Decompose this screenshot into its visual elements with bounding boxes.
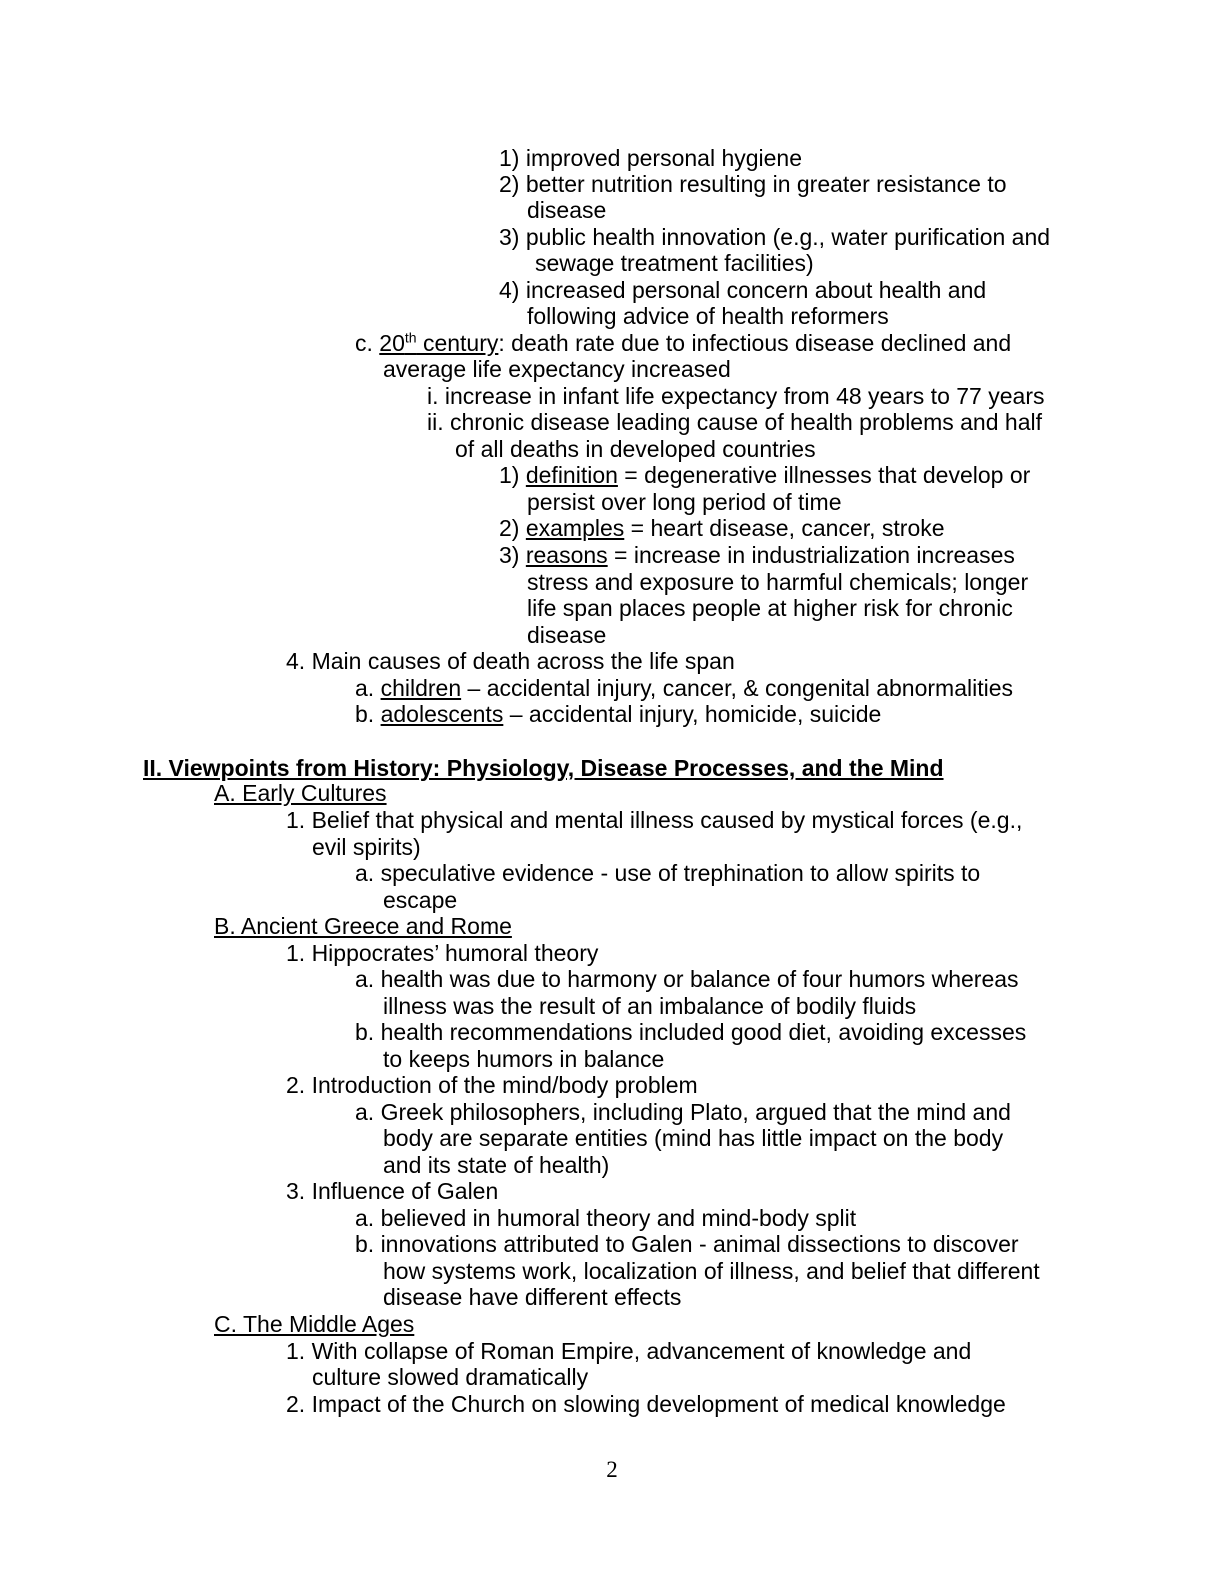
underlined-term: examples	[525, 515, 625, 541]
list-item: a. Greek philosophers, including Plato, argued that the mind and	[355, 1099, 1011, 1125]
list-item-examples: 2) examples = heart disease, cancer, stroke	[499, 515, 945, 541]
list-item-continuation: disease have different effects	[383, 1284, 682, 1310]
list-item: 1. Belief that physical and mental illness caused by mystical forces (e.g.,	[286, 807, 1023, 833]
list-item-continuation: body are separate entities (mind has little impact on the body	[383, 1125, 1004, 1151]
list-item-children: a. children – accidental injury, cancer, & congenital abnormalities	[355, 675, 1014, 701]
list-item-continuation: life span places people at higher risk for chronic	[527, 595, 1013, 621]
underlined-term: adolescents	[380, 701, 504, 727]
list-item-continuation: evil spirits)	[312, 834, 421, 860]
list-item-continuation: how systems work, localization of illness, and belief that different	[383, 1258, 1040, 1284]
list-item-20th-century	[355, 330, 1011, 356]
underlined-term: children	[380, 675, 462, 701]
list-item: 3. Influence of Galen	[286, 1178, 499, 1204]
list-item-adolescents: b. adolescents – accidental injury, homicide, suicide	[355, 701, 882, 727]
section-heading: II. Viewpoints from History: Physiology, Disease Processes, and the Mind	[143, 755, 944, 781]
list-item: 1) improved personal hygiene	[499, 145, 803, 171]
underlined-term: definition	[525, 462, 618, 488]
list-item-continuation: sewage treatment facilities)	[535, 250, 814, 276]
list-item: i. increase in infant life expectancy from 48 years to 77 years	[427, 383, 1045, 409]
list-item-continuation: disease	[527, 197, 607, 223]
list-item: a. health was due to harmony or balance of four humors whereas	[355, 966, 1019, 992]
list-item: 1. Hippocrates’ humoral theory	[286, 940, 599, 966]
list-item-continuation: of all deaths in developed countries	[455, 436, 816, 462]
list-item-continuation: average life expectancy increased	[383, 356, 731, 382]
subsection-heading: A. Early Cultures	[214, 780, 387, 806]
list-item-continuation: escape	[383, 887, 458, 913]
list-item: b. innovations attributed to Galen - animal dissections to discover	[355, 1231, 1019, 1257]
list-item-continuation: stress and exposure to harmful chemicals; longer	[527, 569, 1029, 595]
list-item: 3) public health innovation (e.g., water purification and	[499, 224, 1051, 250]
list-item: ii. chronic disease leading cause of health problems and half	[427, 409, 1042, 435]
list-item-continuation: illness was the result of an imbalance of bodily fluids	[383, 993, 917, 1019]
list-item: 2) better nutrition resulting in greater resistance to	[499, 171, 1007, 197]
subsection-heading: B. Ancient Greece and Rome	[214, 913, 512, 939]
list-item-continuation: culture slowed dramatically	[312, 1364, 589, 1390]
item-prefix: c.	[355, 330, 380, 356]
underlined-term: 20th century	[379, 329, 499, 356]
list-item: b. health recommendations included good diet, avoiding excesses	[355, 1019, 1027, 1045]
list-item-continuation: persist over long period of time	[527, 489, 842, 515]
list-item-continuation: following advice of health reformers	[527, 303, 889, 329]
list-item-continuation: to keeps humors in balance	[383, 1046, 665, 1072]
list-item: a. believed in humoral theory and mind-body split	[355, 1205, 857, 1231]
subsection-heading: C. The Middle Ages	[214, 1311, 415, 1337]
list-item: 2. Impact of the Church on slowing development of medical knowledge	[286, 1391, 1006, 1417]
list-item: 1. With collapse of Roman Empire, advancement of knowledge and	[286, 1338, 972, 1364]
list-item: a. speculative evidence - use of trephination to allow spirits to	[355, 860, 981, 886]
list-item-continuation: disease	[527, 622, 607, 648]
list-item: 4. Main causes of death across the life span	[286, 648, 735, 674]
list-item-continuation: and its state of health)	[383, 1152, 610, 1178]
page-number: 2	[606, 1457, 618, 1482]
list-item-reasons: 3) reasons = increase in industrialization increases	[499, 542, 1015, 568]
list-item: 2. Introduction of the mind/body problem	[286, 1072, 698, 1098]
list-item-definition: 1) definition = degenerative illnesses that develop or	[499, 462, 1031, 488]
list-item: 4) increased personal concern about health and	[499, 277, 987, 303]
item-text: : death rate due to infectious disease declined and	[498, 330, 1012, 356]
underlined-term: reasons	[525, 542, 608, 568]
